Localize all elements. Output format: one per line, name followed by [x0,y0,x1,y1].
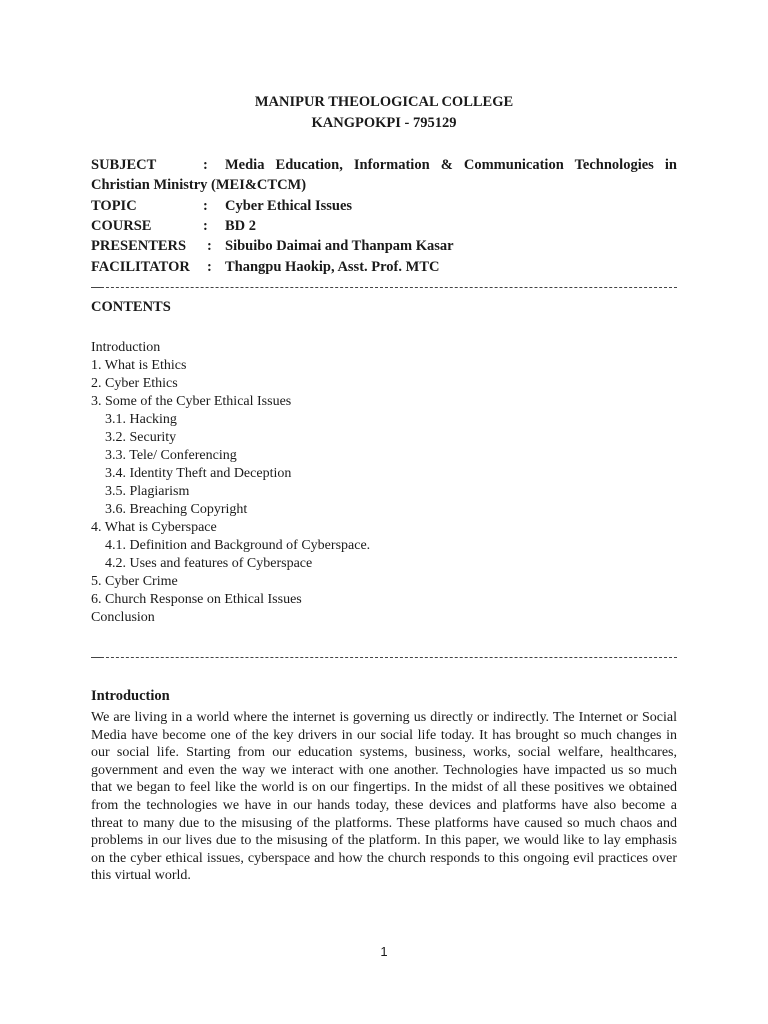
introduction-heading: Introduction [91,688,170,704]
subject-value: Media Education, Information & Communication Technologies in Christian Ministry (MEI&CTCM) [91,157,677,193]
subject-key: SUBJECT [91,157,157,173]
presenters-row [91,236,677,256]
presenters-key: PRESENTERS [91,238,187,254]
course-value: BD 2 [225,218,257,234]
toc-item: 4. What is Cyberspace [91,520,217,535]
facilitator-separator: : [207,259,212,275]
toc-item: 4.1. Definition and Background of Cyberspace. [105,538,371,553]
facilitator-value: Thangpu Haokip, Asst. Prof. MTC [225,259,440,275]
subject-separator: : [203,157,208,173]
toc-item: 3.3. Tele/ Conferencing [105,448,237,463]
table-of-contents [91,339,370,627]
toc-item: 1. What is Ethics [91,358,187,373]
topic-row [91,196,677,216]
facilitator-row [91,257,677,277]
course-row [91,216,677,236]
toc-item: 2. Cyber Ethics [91,376,178,391]
divider-top-lead [91,287,103,288]
presenters-value: Sibuibo Daimai and Thanpam Kasar [225,238,454,254]
facilitator-key: FACILITATOR [91,259,190,275]
course-separator: : [203,218,208,234]
topic-key: TOPIC [91,198,137,214]
toc-item: 5. Cyber Crime [91,574,178,589]
toc-item: Introduction [91,340,161,355]
toc-item: 4.2. Uses and features of Cyberspace [105,556,313,571]
college-name: MANIPUR THEOLOGICAL COLLEGE [254,94,514,110]
toc-item: 3.1. Hacking [105,412,177,427]
course-key: COURSE [91,218,152,234]
toc-item: 3.6. Breaching Copyright [105,502,248,517]
contents-heading: CONTENTS [91,299,171,315]
presenters-separator: : [207,238,212,254]
toc-item: Conclusion [91,610,155,625]
toc-item: 3.4. Identity Theft and Deception [105,466,292,481]
toc-item: 3. Some of the Cyber Ethical Issues [91,394,292,409]
topic-separator: : [203,198,208,214]
toc-item: 3.2. Security [105,430,177,445]
divider-top [91,287,677,288]
subject-row [91,155,677,195]
toc-item: 3.5. Plagiarism [105,484,190,499]
college-address: KANGPOKPI - 795129 [311,115,457,131]
introduction-paragraph: We are living in a world where the internet is governing us directly or indirectly. The Internet or Social Media have become one of the key drivers in our social life today. It has brought so much changes in our social life. Starting from our education systems, business, works, social welfare, healthcares, government and even the way we interact with one another. Technologies have impacted us so much that we began to feel like the world is on our fingertips. In the midst of all these positives we obtained from the technologies we have in our hands today, these devices and platforms have also become a threat to many due to the misusing of the platforms. These platforms have caused so much chaos and problems in our lives due to the misusing of the platform. In this paper, we would like to lay emphasis on the cyber ethical issues, cyberspace and how the church responds to this ongoing evil practices over this virtual world. [91,710,677,884]
toc-item: 6. Church Response on Ethical Issues [91,592,302,607]
page-number: 1 [380,944,388,959]
divider-bottom [91,657,677,658]
divider-bottom-lead [91,657,103,658]
topic-value: Cyber Ethical Issues [225,198,353,214]
